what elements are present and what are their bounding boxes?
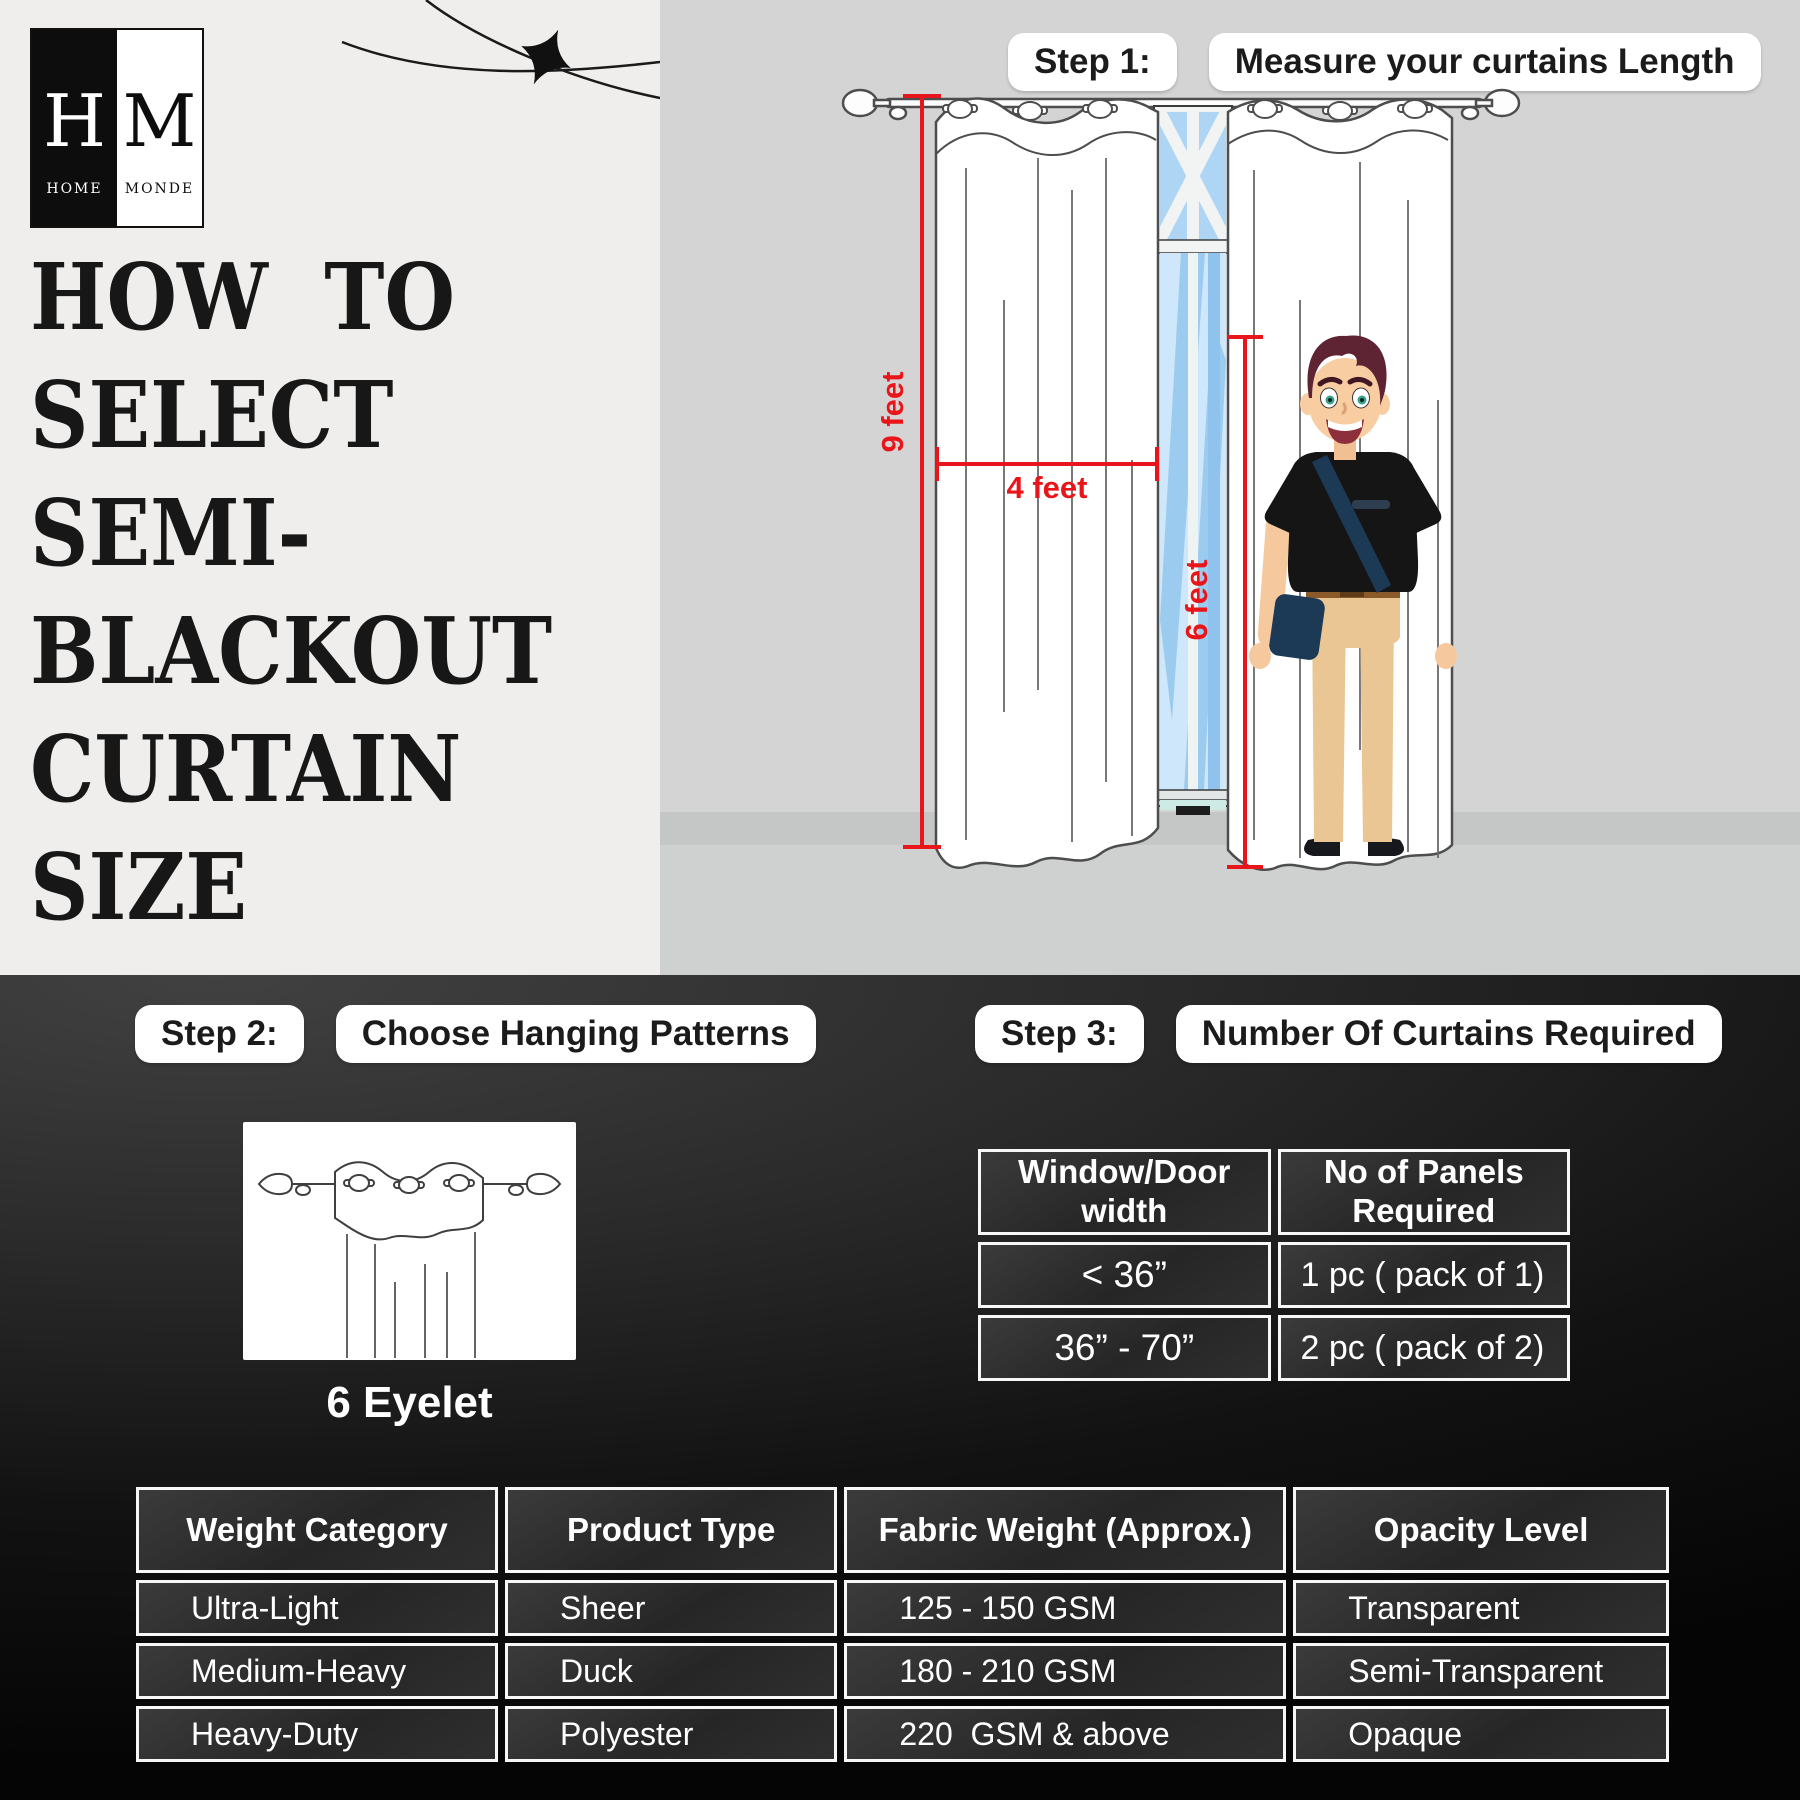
step2-header — [135, 1005, 816, 1063]
crossbody-bag — [1268, 593, 1326, 661]
page-title-line: CURTAIN — [30, 715, 462, 823]
logo-word-home: HOME — [46, 181, 103, 197]
page-title-line: HOW TO — [30, 243, 456, 351]
person-height-label: 6 feet — [1179, 559, 1214, 641]
logo-word-monde: MONDE — [124, 181, 195, 197]
page-title-line: BLACKOUT — [30, 597, 553, 705]
page-title-line: SELECT — [30, 361, 394, 469]
logo-left-half — [32, 30, 117, 226]
eyelet-pattern-card — [243, 1122, 576, 1360]
sparkle-star-icon — [509, 19, 583, 96]
fabric-table-cell: 125 - 150 GSM — [844, 1580, 1286, 1636]
person-illustration — [1249, 335, 1800, 856]
fabric-table-cell: Medium-Heavy — [136, 1643, 498, 1699]
page-title — [30, 238, 670, 946]
page-title-line: SEMI- — [30, 479, 312, 587]
step1-title-pill: Measure your curtains Length — [1209, 33, 1761, 91]
sparkle-swirl-decoration — [340, 0, 660, 110]
curtain-height-label: 9 feet — [875, 371, 910, 453]
fabric-table-cell: Transparent — [1293, 1580, 1669, 1636]
fabric-table-cell: Semi-Transparent — [1293, 1643, 1669, 1699]
panels-table-cell: 1 pc ( pack of 1) — [1278, 1242, 1571, 1308]
panels-table-header-panels: No of Panels Required — [1278, 1149, 1571, 1235]
window — [1150, 106, 1236, 815]
fabric-table-header: Fabric Weight (Approx.) — [844, 1487, 1286, 1573]
floor — [660, 845, 1800, 975]
brand-logo — [30, 28, 204, 228]
step1-panel — [660, 0, 1800, 975]
fabric-table-cell: 180 - 210 GSM — [844, 1643, 1286, 1699]
logo-right-half — [117, 30, 202, 226]
fabric-table-cell: Heavy-Duty — [136, 1706, 498, 1762]
step3-title-pill: Number Of Curtains Required — [1176, 1005, 1722, 1063]
fabric-table-cell: Ultra-Light — [136, 1580, 498, 1636]
logo-initial-m: M — [122, 79, 197, 163]
step2-label-pill: Step 2: — [135, 1005, 304, 1063]
fabric-table-header: Opacity Level — [1293, 1487, 1669, 1573]
curtain-width-label: 4 feet — [1006, 470, 1088, 505]
panels-required-table — [978, 1149, 1570, 1381]
step3-label-pill: Step 3: — [975, 1005, 1144, 1063]
eyelet-curtain-drawing — [243, 1122, 576, 1360]
fabric-table-header: Product Type — [505, 1487, 837, 1573]
fabric-table-cell: Duck — [505, 1643, 837, 1699]
fabric-table-cell: Opaque — [1293, 1706, 1669, 1762]
step1-label-pill: Step 1: — [1008, 33, 1177, 91]
fabric-table-cell: 220 GSM & above — [844, 1706, 1286, 1762]
panels-table-cell: < 36” — [978, 1242, 1271, 1308]
step3-header — [975, 1005, 1722, 1063]
panels-table-cell: 36” - 70” — [978, 1315, 1271, 1381]
fabric-table-header: Weight Category — [136, 1487, 498, 1573]
eyelet-caption: 6 Eyelet — [326, 1378, 493, 1427]
panels-table-cell: 2 pc ( pack of 2) — [1278, 1315, 1571, 1381]
curtain-measurement-illustration — [660, 0, 1800, 975]
step2-title-pill: Choose Hanging Patterns — [336, 1005, 816, 1063]
logo-initial-h: H — [43, 79, 106, 163]
page-title-line: SIZE — [30, 833, 248, 941]
panels-table-header-width: Window/Door width — [978, 1149, 1271, 1235]
intro-panel — [0, 0, 660, 975]
fabric-table-cell: Sheer — [505, 1580, 837, 1636]
fabric-table-cell: Polyester — [505, 1706, 837, 1762]
fabric-weight-table — [136, 1487, 1669, 1762]
